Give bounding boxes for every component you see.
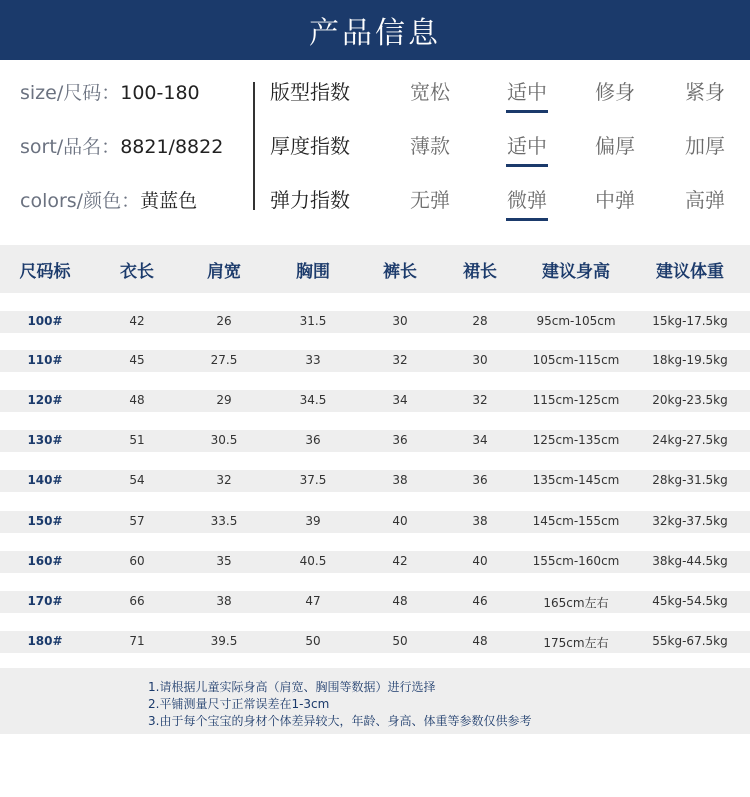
table-cell: 42 bbox=[129, 314, 145, 328]
column-header: 肩宽 bbox=[207, 262, 241, 282]
table-cell: 38 bbox=[216, 594, 232, 608]
table-cell: 45 bbox=[129, 353, 145, 367]
table-row bbox=[0, 591, 750, 613]
table-cell: 50 bbox=[392, 634, 408, 648]
note-item: 3.由于每个宝宝的身材个体差异较大，年龄、身高、体重等参数仅供参考 bbox=[148, 714, 532, 728]
column-header: 建议身高 bbox=[542, 262, 610, 282]
index-label: 版型指数 bbox=[270, 80, 350, 104]
size-label-cell: 140# bbox=[27, 473, 63, 487]
table-cell: 42 bbox=[392, 554, 408, 568]
size-label-cell: 130# bbox=[27, 433, 63, 447]
page-title: 产品信息 bbox=[309, 16, 441, 51]
index-option: 紧身 bbox=[685, 80, 725, 104]
index-option: 偏厚 bbox=[595, 134, 635, 158]
table-cell: 115cm-125cm bbox=[532, 393, 620, 407]
size-label-cell: 160# bbox=[27, 554, 63, 568]
size-label-cell: 120# bbox=[27, 393, 63, 407]
size-label-cell: 100# bbox=[27, 314, 63, 328]
table-cell: 37.5 bbox=[299, 473, 327, 487]
table-cell: 55kg-67.5kg bbox=[652, 634, 728, 648]
table-cell: 47 bbox=[305, 594, 321, 608]
table-cell: 48 bbox=[392, 594, 408, 608]
sort-value: 8821/8822 bbox=[120, 136, 224, 158]
table-cell: 32 bbox=[216, 473, 232, 487]
table-cell: 40 bbox=[472, 554, 488, 568]
table-cell: 38 bbox=[392, 473, 408, 487]
table-row bbox=[0, 350, 750, 372]
table-cell: 66 bbox=[129, 594, 145, 608]
table-cell: 38 bbox=[472, 514, 488, 528]
table-cell: 36 bbox=[305, 433, 321, 447]
table-cell: 28 bbox=[472, 314, 488, 328]
table-cell: 27.5 bbox=[210, 353, 238, 367]
index-row bbox=[0, 178, 750, 218]
table-cell: 33 bbox=[305, 353, 321, 367]
size-label-cell: 180# bbox=[27, 634, 63, 648]
table-cell: 46 bbox=[472, 594, 488, 608]
table-cell: 155cm-160cm bbox=[532, 554, 620, 568]
table-row bbox=[0, 511, 750, 533]
table-cell: 34 bbox=[392, 393, 408, 407]
size-label-cell: 150# bbox=[27, 514, 63, 528]
table-row bbox=[0, 470, 750, 492]
size-label-cell: 110# bbox=[27, 353, 63, 367]
table-cell: 38kg-44.5kg bbox=[652, 554, 728, 568]
table-cell: 15kg-17.5kg bbox=[652, 314, 728, 328]
column-header: 尺码标 bbox=[19, 262, 71, 282]
notes-box bbox=[0, 668, 750, 734]
table-cell: 29 bbox=[216, 393, 232, 407]
colors-value: 黄蓝色 bbox=[140, 190, 198, 212]
size-table-header bbox=[0, 245, 750, 293]
table-cell: 57 bbox=[129, 514, 145, 528]
index-row bbox=[0, 70, 750, 110]
table-cell: 51 bbox=[129, 433, 145, 447]
table-cell: 45kg-54.5kg bbox=[652, 594, 728, 608]
table-cell: 60 bbox=[129, 554, 145, 568]
size-value: 100-180 bbox=[120, 82, 200, 104]
table-cell: 26 bbox=[216, 314, 232, 328]
product-info-section bbox=[0, 60, 750, 232]
table-cell: 71 bbox=[129, 634, 145, 648]
table-cell: 30.5 bbox=[210, 433, 238, 447]
table-cell: 32 bbox=[472, 393, 488, 407]
table-cell: 30 bbox=[472, 353, 488, 367]
table-cell: 35 bbox=[216, 554, 232, 568]
table-cell: 20kg-23.5kg bbox=[652, 393, 728, 407]
index-option: 宽松 bbox=[410, 80, 450, 104]
table-cell: 32kg-37.5kg bbox=[652, 514, 728, 528]
index-option: 修身 bbox=[595, 80, 635, 104]
table-row bbox=[0, 430, 750, 452]
note-item: 2.平铺测量尺寸正常误差在1-3cm bbox=[148, 697, 330, 711]
table-cell: 125cm-135cm bbox=[532, 433, 620, 447]
index-option-selected: 适中 bbox=[492, 130, 562, 159]
table-cell: 39 bbox=[305, 514, 321, 528]
table-row bbox=[0, 311, 750, 333]
table-cell: 48 bbox=[472, 634, 488, 648]
table-cell: 40 bbox=[392, 514, 408, 528]
table-row bbox=[0, 551, 750, 573]
index-option-selected: 微弹 bbox=[492, 184, 562, 213]
table-cell: 34 bbox=[472, 433, 488, 447]
table-cell: 30 bbox=[392, 314, 408, 328]
sort-label: sort/品名： bbox=[20, 136, 121, 158]
table-cell: 175cm左右 bbox=[543, 636, 609, 650]
column-header: 建议体重 bbox=[656, 262, 724, 282]
column-header: 裤长 bbox=[383, 262, 417, 282]
table-cell: 39.5 bbox=[210, 634, 238, 648]
title-banner bbox=[0, 0, 750, 60]
index-row bbox=[0, 124, 750, 164]
size-label: size/尺码： bbox=[20, 82, 121, 104]
index-option-selected: 适中 bbox=[492, 76, 562, 105]
table-cell: 135cm-145cm bbox=[532, 473, 620, 487]
index-label: 厚度指数 bbox=[270, 134, 350, 158]
colors-label: colors/颜色： bbox=[20, 190, 141, 212]
table-cell: 31.5 bbox=[299, 314, 327, 328]
size-table-body bbox=[0, 293, 750, 668]
table-row bbox=[0, 390, 750, 412]
table-cell: 18kg-19.5kg bbox=[652, 353, 728, 367]
note-item: 1.请根据儿童实际身高（肩宽、胸围等数据）进行选择 bbox=[148, 680, 436, 694]
column-header: 衣长 bbox=[120, 262, 154, 282]
index-option: 中弹 bbox=[595, 188, 635, 212]
table-cell: 36 bbox=[472, 473, 488, 487]
table-cell: 24kg-27.5kg bbox=[652, 433, 728, 447]
index-option: 薄款 bbox=[410, 134, 450, 158]
table-row bbox=[0, 631, 750, 653]
index-option: 无弹 bbox=[410, 188, 450, 212]
column-header: 裙长 bbox=[463, 262, 497, 282]
table-cell: 95cm-105cm bbox=[536, 314, 616, 328]
table-cell: 48 bbox=[129, 393, 145, 407]
table-cell: 145cm-155cm bbox=[532, 514, 620, 528]
table-cell: 33.5 bbox=[210, 514, 238, 528]
table-cell: 28kg-31.5kg bbox=[652, 473, 728, 487]
table-cell: 40.5 bbox=[299, 554, 327, 568]
table-cell: 105cm-115cm bbox=[532, 353, 620, 367]
table-cell: 50 bbox=[305, 634, 321, 648]
index-label: 弹力指数 bbox=[270, 188, 350, 212]
table-cell: 36 bbox=[392, 433, 408, 447]
table-cell: 34.5 bbox=[299, 393, 327, 407]
index-option: 加厚 bbox=[685, 134, 725, 158]
column-header: 胸围 bbox=[296, 262, 330, 282]
size-label-cell: 170# bbox=[27, 594, 63, 608]
index-option: 高弹 bbox=[685, 188, 725, 212]
table-cell: 54 bbox=[129, 473, 145, 487]
table-cell: 32 bbox=[392, 353, 408, 367]
table-cell: 165cm左右 bbox=[543, 596, 609, 610]
